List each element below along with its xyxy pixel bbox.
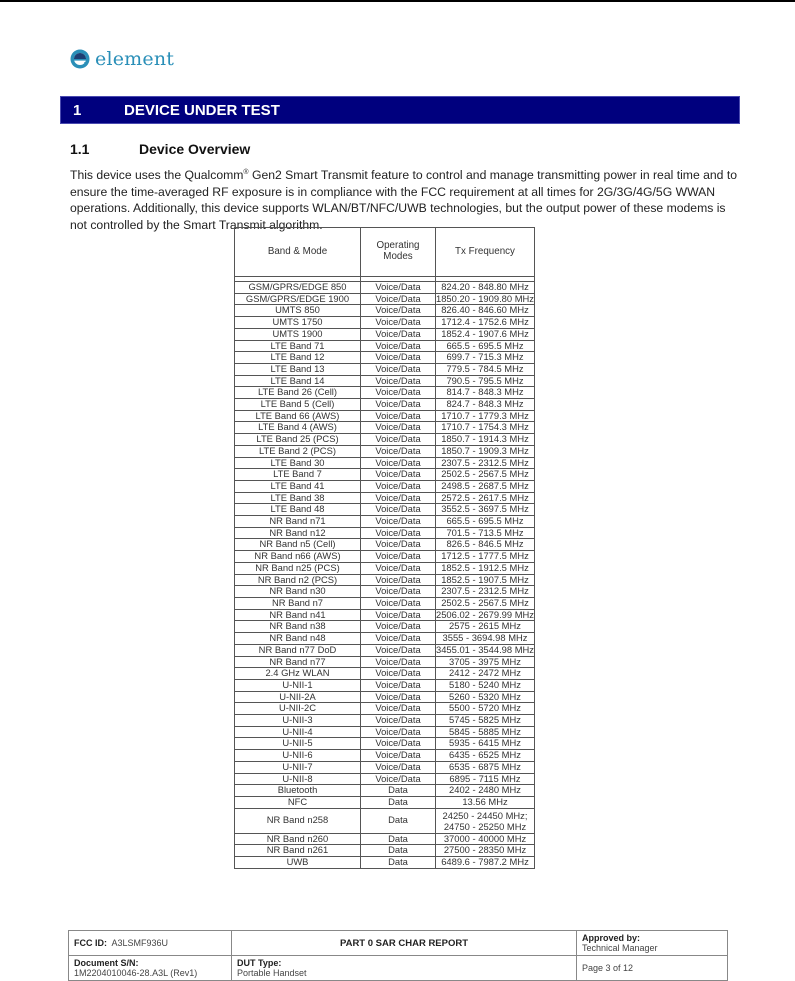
overview-paragraph <box>70 165 740 233</box>
dut-type-label: DUT Type: <box>237 958 282 968</box>
band-table-row <box>235 633 535 645</box>
band-table-row <box>235 609 535 621</box>
cell-operating-mode: Voice/Data <box>361 410 436 422</box>
cell-tx-frequency: 824.20 - 848.80 MHz <box>436 282 535 294</box>
cell-band-mode: LTE Band 2 (PCS) <box>235 445 361 457</box>
band-table-row <box>235 644 535 656</box>
cell-band-mode: UMTS 1900 <box>235 328 361 340</box>
cell-band-mode: UWB <box>235 857 361 869</box>
band-table-row <box>235 328 535 340</box>
cell-operating-mode: Voice/Data <box>361 527 436 539</box>
cell-band-mode: LTE Band 48 <box>235 504 361 516</box>
band-table-row <box>235 282 535 294</box>
cell-band-mode: GSM/GPRS/EDGE 1900 <box>235 293 361 305</box>
band-table-row <box>235 363 535 375</box>
cell-band-mode: NR Band n7 <box>235 597 361 609</box>
cell-operating-mode: Data <box>361 808 436 833</box>
cell-band-mode: NR Band n38 <box>235 621 361 633</box>
cell-tx-frequency: 779.5 - 784.5 MHz <box>436 363 535 375</box>
section-title: DEVICE UNDER TEST <box>124 101 280 119</box>
cell-tx-frequency: 826.40 - 846.60 MHz <box>436 305 535 317</box>
cell-tx-frequency: 5745 - 5825 MHz <box>436 715 535 727</box>
band-table-row <box>235 469 535 481</box>
cell-operating-mode: Voice/Data <box>361 738 436 750</box>
cell-band-mode: UMTS 850 <box>235 305 361 317</box>
cell-band-mode: U-NII-8 <box>235 773 361 785</box>
cell-operating-mode: Voice/Data <box>361 539 436 551</box>
band-table-row <box>235 808 535 833</box>
cell-operating-mode: Voice/Data <box>361 633 436 645</box>
cell-tx-frequency: 2307.5 - 2312.5 MHz <box>436 457 535 469</box>
footer-report-title: PART 0 SAR CHAR REPORT <box>232 931 577 956</box>
cell-band-mode: U-NII-2A <box>235 691 361 703</box>
cell-tx-frequency: 1852.4 - 1907.6 MHz <box>436 328 535 340</box>
cell-tx-frequency: 701.5 - 713.5 MHz <box>436 527 535 539</box>
doc-sn-value: 1M2204010046-28.A3L (Rev1) <box>74 968 198 978</box>
dut-type-value: Portable Handset <box>237 968 307 978</box>
band-table-row <box>235 399 535 411</box>
header-tx-frequency: Tx Frequency <box>436 228 535 277</box>
cell-tx-frequency: 6489.6 - 7987.2 MHz <box>436 857 535 869</box>
cell-band-mode: NR Band n77 <box>235 656 361 668</box>
cell-operating-mode: Voice/Data <box>361 480 436 492</box>
cell-tx-frequency: 665.5 - 695.5 MHz <box>436 340 535 352</box>
cell-operating-mode: Voice/Data <box>361 422 436 434</box>
band-table-row <box>235 726 535 738</box>
footer-row-1 <box>69 931 728 956</box>
cell-band-mode: NR Band n260 <box>235 833 361 845</box>
approved-label: Approved by: <box>582 933 641 943</box>
cell-operating-mode: Voice/Data <box>361 750 436 762</box>
cell-band-mode: UMTS 1750 <box>235 317 361 329</box>
cell-band-mode: LTE Band 38 <box>235 492 361 504</box>
band-table-row <box>235 785 535 797</box>
footer-fcc-id <box>69 931 232 956</box>
overview-text-2: Gen2 Smart Transmit feature to control and manage transmitting power in real time and to ensure the time-averaged RF exposure is in compliance with the FCC requirement at all times for 2G/3G/4G/5G WWAN operations. Additionally, this device supports WLAN/BT/NFC/UWB technologies, but the output power of these modems is not controlled by the Smart Transmit algorithm. <box>70 168 737 232</box>
subsection-heading <box>70 141 250 157</box>
cell-band-mode: LTE Band 25 (PCS) <box>235 434 361 446</box>
cell-tx-frequency: 2572.5 - 2617.5 MHz <box>436 492 535 504</box>
cell-tx-frequency: 824.7 - 848.3 MHz <box>436 399 535 411</box>
cell-operating-mode: Voice/Data <box>361 609 436 621</box>
cell-tx-frequency: 27500 - 28350 MHz <box>436 845 535 857</box>
registered-mark: ® <box>243 169 249 176</box>
cell-tx-frequency: 1852.5 - 1907.5 MHz <box>436 574 535 586</box>
cell-tx-frequency: 6535 - 6875 MHz <box>436 761 535 773</box>
band-table-row <box>235 293 535 305</box>
band-table-row <box>235 796 535 808</box>
cell-tx-frequency: 5845 - 5885 MHz <box>436 726 535 738</box>
cell-tx-frequency: 1850.20 - 1909.80 MHz <box>436 292 534 304</box>
cell-operating-mode: Data <box>361 833 436 845</box>
band-table-row <box>235 305 535 317</box>
cell-tx-frequency: 2498.5 - 2687.5 MHz <box>436 480 535 492</box>
cell-band-mode: U-NII-1 <box>235 679 361 691</box>
cell-band-mode: NR Band n30 <box>235 586 361 598</box>
cell-tx-frequency: 1710.7 - 1779.3 MHz <box>436 410 535 422</box>
cell-tx-frequency: 1710.7 - 1754.3 MHz <box>436 422 535 434</box>
cell-band-mode: LTE Band 14 <box>235 375 361 387</box>
cell-band-mode: NR Band n41 <box>235 609 361 621</box>
band-table <box>234 227 535 869</box>
cell-tx-frequency: 5935 - 6415 MHz <box>436 738 535 750</box>
cell-operating-mode: Voice/Data <box>361 703 436 715</box>
cell-tx-frequency: 2506.02 - 2679.99 MHz <box>436 608 534 620</box>
cell-operating-mode: Voice/Data <box>361 516 436 528</box>
cell-tx-frequency: 2575 - 2615 MHz <box>436 621 535 633</box>
cell-band-mode: LTE Band 12 <box>235 352 361 364</box>
header-operating-modes: Operating Modes <box>361 228 436 277</box>
cell-tx-frequency: 2412 - 2472 MHz <box>436 668 535 680</box>
band-table-body <box>235 282 535 869</box>
footer-dut-type <box>232 956 577 981</box>
band-table-row <box>235 492 535 504</box>
cell-tx-frequency: 3455.01 - 3544.98 MHz <box>436 643 534 655</box>
cell-operating-mode: Voice/Data <box>361 551 436 563</box>
cell-operating-mode: Data <box>361 845 436 857</box>
footer-approved <box>577 931 728 956</box>
subsection-number: 1.1 <box>70 141 90 157</box>
cell-operating-mode: Voice/Data <box>361 492 436 504</box>
section-heading <box>60 96 740 124</box>
cell-tx-frequency: 1712.5 - 1777.5 MHz <box>436 551 535 563</box>
band-table-row <box>235 422 535 434</box>
band-table-row <box>235 434 535 446</box>
cell-band-mode: NFC <box>235 796 361 808</box>
cell-operating-mode: Voice/Data <box>361 668 436 680</box>
band-table-row <box>235 352 535 364</box>
cell-operating-mode: Voice/Data <box>361 328 436 340</box>
cell-operating-mode: Voice/Data <box>361 469 436 481</box>
cell-operating-mode: Voice/Data <box>361 363 436 375</box>
cell-operating-mode: Data <box>361 785 436 797</box>
band-table-row <box>235 773 535 785</box>
subsection-title: Device Overview <box>139 141 251 157</box>
band-table-row <box>235 761 535 773</box>
cell-band-mode: LTE Band 7 <box>235 469 361 481</box>
cell-operating-mode: Voice/Data <box>361 305 436 317</box>
cell-operating-mode: Voice/Data <box>361 773 436 785</box>
cell-operating-mode: Data <box>361 796 436 808</box>
cell-operating-mode: Voice/Data <box>361 340 436 352</box>
cell-band-mode: LTE Band 5 (Cell) <box>235 399 361 411</box>
cell-operating-mode: Voice/Data <box>361 726 436 738</box>
fcc-id-label: FCC ID: <box>74 938 107 948</box>
cell-band-mode: NR Band n71 <box>235 516 361 528</box>
cell-band-mode: LTE Band 41 <box>235 480 361 492</box>
cell-operating-mode: Voice/Data <box>361 679 436 691</box>
header-band-mode: Band & Mode <box>235 228 361 277</box>
cell-operating-mode: Voice/Data <box>361 586 436 598</box>
cell-operating-mode: Voice/Data <box>361 445 436 457</box>
top-border-line <box>0 0 795 2</box>
cell-band-mode: LTE Band 4 (AWS) <box>235 422 361 434</box>
band-table-row <box>235 562 535 574</box>
cell-band-mode: LTE Band 66 (AWS) <box>235 410 361 422</box>
cell-band-mode: U-NII-7 <box>235 761 361 773</box>
cell-operating-mode: Voice/Data <box>361 293 436 305</box>
cell-tx-frequency: 5500 - 5720 MHz <box>436 703 535 715</box>
cell-tx-frequency: 13.56 MHz <box>436 796 535 808</box>
band-table-row <box>235 656 535 668</box>
cell-tx-frequency: 3705 - 3975 MHz <box>436 656 535 668</box>
cell-band-mode: NR Band n258 <box>235 808 361 833</box>
cell-tx-frequency: 3555 - 3694.98 MHz <box>436 633 535 645</box>
cell-tx-frequency: 2307.5 - 2312.5 MHz <box>436 586 535 598</box>
cell-band-mode: U-NII-2C <box>235 703 361 715</box>
cell-band-mode: NR Band n12 <box>235 527 361 539</box>
cell-operating-mode: Voice/Data <box>361 317 436 329</box>
cell-operating-mode: Voice/Data <box>361 504 436 516</box>
cell-operating-mode: Voice/Data <box>361 691 436 703</box>
cell-operating-mode: Voice/Data <box>361 399 436 411</box>
band-table-header-row <box>235 228 535 277</box>
cell-operating-mode: Voice/Data <box>361 644 436 656</box>
cell-tx-frequency: 2402 - 2480 MHz <box>436 785 535 797</box>
cell-tx-frequency: 814.7 - 848.3 MHz <box>436 387 535 399</box>
element-logo <box>70 48 174 70</box>
cell-band-mode: LTE Band 13 <box>235 363 361 375</box>
band-table-row <box>235 715 535 727</box>
band-table-row <box>235 527 535 539</box>
cell-operating-mode: Voice/Data <box>361 562 436 574</box>
cell-tx-frequency: 2502.5 - 2567.5 MHz <box>436 469 535 481</box>
cell-band-mode: LTE Band 71 <box>235 340 361 352</box>
cell-tx-frequency: 5180 - 5240 MHz <box>436 679 535 691</box>
cell-band-mode: U-NII-5 <box>235 738 361 750</box>
cell-band-mode: NR Band n2 (PCS) <box>235 574 361 586</box>
cell-operating-mode: Voice/Data <box>361 621 436 633</box>
band-table-row <box>235 340 535 352</box>
footer-row-2 <box>69 956 728 981</box>
footer-doc-sn <box>69 956 232 981</box>
band-table-row <box>235 387 535 399</box>
cell-operating-mode: Voice/Data <box>361 375 436 387</box>
band-table-row <box>235 445 535 457</box>
cell-tx-frequency: 24250 - 24450 MHz; 24750 - 25250 MHz <box>436 808 535 833</box>
cell-tx-frequency: 826.5 - 846.5 MHz <box>436 539 535 551</box>
band-table-row <box>235 621 535 633</box>
band-table-row <box>235 679 535 691</box>
cell-tx-frequency: 2502.5 - 2567.5 MHz <box>436 597 535 609</box>
cell-operating-mode: Voice/Data <box>361 282 436 294</box>
band-table-row <box>235 516 535 528</box>
cell-tx-frequency: 1850.7 - 1909.3 MHz <box>436 445 535 457</box>
cell-tx-frequency: 1850.7 - 1914.3 MHz <box>436 434 535 446</box>
band-table-row <box>235 597 535 609</box>
doc-sn-label: Document S/N: <box>74 958 139 968</box>
cell-tx-frequency: 790.5 - 795.5 MHz <box>436 375 535 387</box>
element-logo-icon <box>70 49 90 69</box>
overview-text-1: This device uses the Qualcomm <box>70 168 244 183</box>
cell-tx-frequency: 665.5 - 695.5 MHz <box>436 516 535 528</box>
cell-tx-frequency: 6895 - 7115 MHz <box>436 773 535 785</box>
page-footer <box>68 930 728 981</box>
cell-band-mode: NR Band n48 <box>235 633 361 645</box>
band-table-row <box>235 833 535 845</box>
cell-band-mode: NR Band n5 (Cell) <box>235 539 361 551</box>
band-table-row <box>235 410 535 422</box>
band-table-row <box>235 539 535 551</box>
cell-band-mode: LTE Band 30 <box>235 457 361 469</box>
cell-tx-frequency: 37000 - 40000 MHz <box>436 833 535 845</box>
cell-tx-frequency: 699.7 - 715.3 MHz <box>436 352 535 364</box>
cell-band-mode: Bluetooth <box>235 785 361 797</box>
band-table-row <box>235 691 535 703</box>
cell-operating-mode: Voice/Data <box>361 434 436 446</box>
cell-operating-mode: Voice/Data <box>361 597 436 609</box>
cell-band-mode: 2.4 GHz WLAN <box>235 668 361 680</box>
cell-band-mode: U-NII-6 <box>235 750 361 762</box>
cell-tx-frequency: 5260 - 5320 MHz <box>436 691 535 703</box>
cell-band-mode: NR Band n66 (AWS) <box>235 551 361 563</box>
cell-operating-mode: Voice/Data <box>361 352 436 364</box>
band-table-row <box>235 857 535 869</box>
band-table-row <box>235 845 535 857</box>
band-table-row <box>235 738 535 750</box>
approved-value: Technical Manager <box>582 943 658 953</box>
band-table-row <box>235 574 535 586</box>
cell-operating-mode: Voice/Data <box>361 656 436 668</box>
cell-band-mode: NR Band n261 <box>235 845 361 857</box>
logo-text: element <box>95 48 175 70</box>
cell-operating-mode: Voice/Data <box>361 715 436 727</box>
cell-tx-frequency: 1712.4 - 1752.6 MHz <box>436 317 535 329</box>
band-table-row <box>235 457 535 469</box>
section-number: 1 <box>73 101 82 119</box>
cell-tx-frequency: 6435 - 6525 MHz <box>436 750 535 762</box>
cell-operating-mode: Voice/Data <box>361 457 436 469</box>
cell-band-mode: NR Band n77 DoD <box>235 644 361 656</box>
cell-operating-mode: Voice/Data <box>361 387 436 399</box>
cell-band-mode: U-NII-3 <box>235 715 361 727</box>
cell-tx-frequency: 3552.5 - 3697.5 MHz <box>436 504 535 516</box>
cell-operating-mode: Voice/Data <box>361 761 436 773</box>
band-table-row <box>235 375 535 387</box>
cell-band-mode: GSM/GPRS/EDGE 850 <box>235 282 361 294</box>
band-table-row <box>235 586 535 598</box>
band-table-row <box>235 480 535 492</box>
cell-tx-frequency: 1852.5 - 1912.5 MHz <box>436 562 535 574</box>
footer-page-number: Page 3 of 12 <box>577 956 728 981</box>
cell-band-mode: LTE Band 26 (Cell) <box>235 387 361 399</box>
band-table-row <box>235 750 535 762</box>
band-table-row <box>235 504 535 516</box>
cell-band-mode: NR Band n25 (PCS) <box>235 562 361 574</box>
cell-band-mode: U-NII-4 <box>235 726 361 738</box>
cell-operating-mode: Voice/Data <box>361 574 436 586</box>
band-table-row <box>235 317 535 329</box>
band-table-row <box>235 703 535 715</box>
band-table-row <box>235 668 535 680</box>
fcc-id-value: A3LSMF936U <box>111 938 169 948</box>
cell-operating-mode: Data <box>361 857 436 869</box>
band-table-row <box>235 551 535 563</box>
